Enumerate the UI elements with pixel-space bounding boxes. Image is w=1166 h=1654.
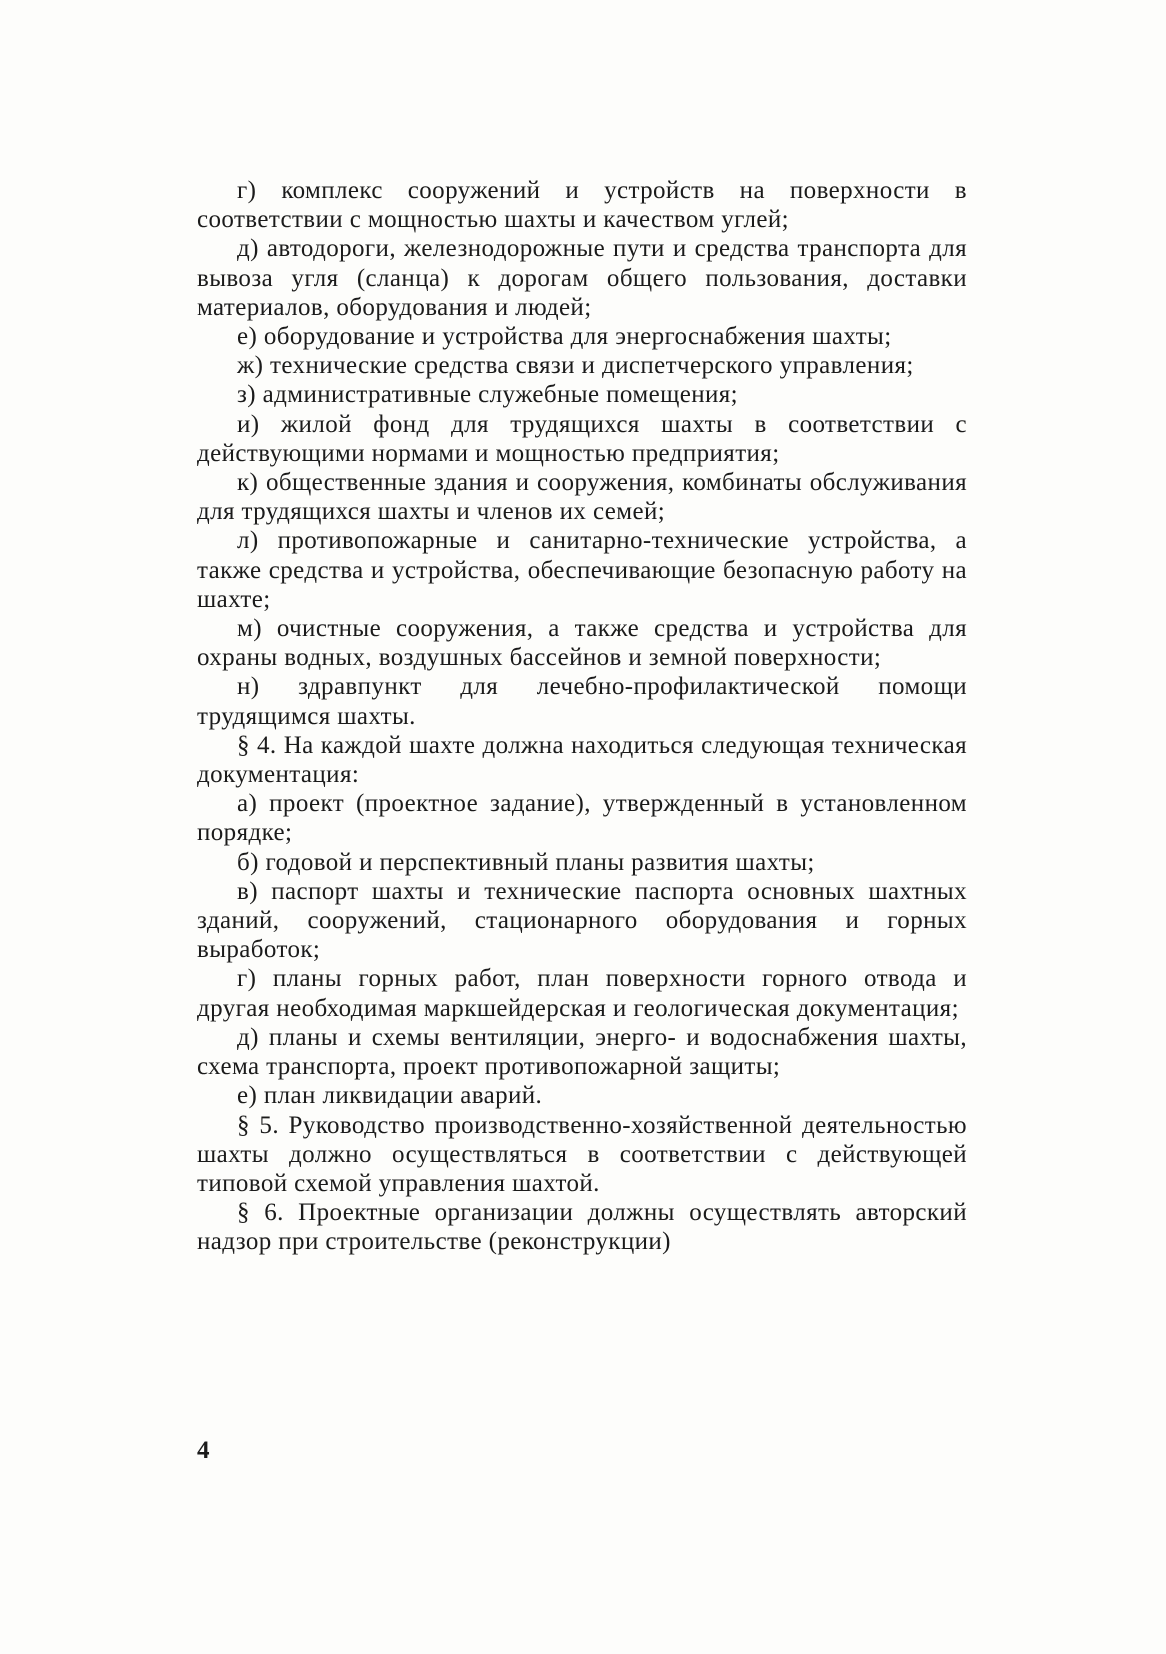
paragraph-list-item-m: м) очистные сооружения, а также средства и устройства для охраны водных, воздушных бассейнов и земной поверхности; [197,615,967,672]
paragraph-list-item-n: н) здравпункт для лечебно-профилактической помощи трудящимся шахты. [197,673,967,730]
paragraph-section-4: § 4. На каждой шахте должна находиться следующая техническая документация: [197,731,967,789]
paragraph-section-6: § 6. Проектные организации должны осуществлять авторский надзор при строительстве (реконструкции) [197,1199,967,1256]
paragraph-list-item-d: д) автодороги, железнодорожные пути и средства транспорта для вывоза угля (сланца) к дорогам общего пользования, доставки материалов, оборудования и людей; [197,235,967,321]
paragraph-list-item-z: з) административные служебные помещения; [237,381,739,409]
paragraph-list-item-g: г) комплекс сооружений и устройств на поверхности в соответствии с мощностью шахты и качеством углей; [197,177,967,234]
body-text [197,176,967,1257]
paragraph-section-5: § 5. Руководство производственно-хозяйственной деятельностью шахты должно осуществляться в соответствии с действующей типовой схемой управления шахтой. [197,1111,967,1197]
paragraph-list-item-k: к) общественные здания и сооружения, комбинаты обслуживания для трудящихся шахты и членов их семей; [197,469,967,526]
paragraph-doc-item-e: е) план ликвидации аварий. [237,1082,543,1110]
paragraph-list-item-l: л) противопожарные и санитарно-технические устройства, а также средства и устройства, обеспечивающие безопасную работу на шахте; [197,527,967,613]
paragraph-doc-item-d: д) планы и схемы вентиляции, энерго- и водоснабжения шахты, схема транспорта, проект противопожарной защиты; [197,1023,967,1081]
paragraph-doc-item-v: в) паспорт шахты и технические паспорта основных шахтных зданий, сооружений, стационарного оборудования и горных выработок; [197,877,967,964]
page-number: 4 [197,1437,210,1464]
paragraph-doc-item-b: б) годовой и перспективный планы развития шахты; [237,848,815,876]
paragraph-doc-item-g: г) планы горных работ, план поверхности горного отвода и другая необходимая маркшейдерская и геологическая документация; [197,965,967,1022]
paragraph-list-item-e: е) оборудование и устройства для энергоснабжения шахты; [237,323,892,351]
paragraph-list-item-i: и) жилой фонд для трудящихся шахты в соответствии с действующими нормами и мощностью предприятия; [197,410,967,467]
paragraph-list-item-zh: ж) технические средства связи и диспетчерского управления; [237,352,914,380]
paragraph-doc-item-a: а) проект (проектное задание), утвержденный в установленном порядке; [197,790,967,847]
